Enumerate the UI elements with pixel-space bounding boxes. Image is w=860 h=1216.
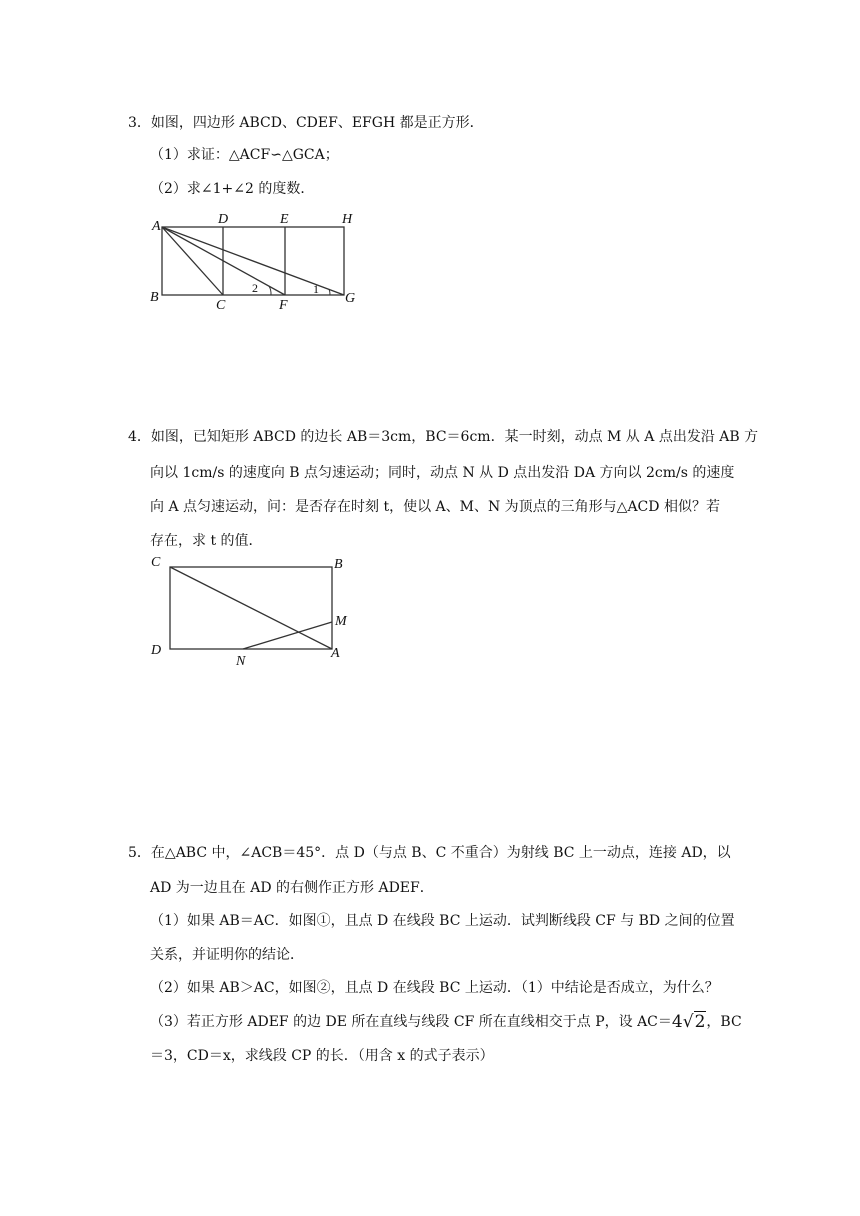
q5-line-5: （2）如果 AB＞AC，如图②，且点 D 在线段 BC 上运动．（1）中结论是否成立，为什么？ (150, 980, 719, 996)
q3-label-g: G (345, 291, 356, 306)
q3-label-h: H (342, 212, 353, 227)
q5-line-1 (128, 843, 731, 863)
q5-line-2: AD 为一边且在 AD 的右侧作正方形 ADEF． (150, 880, 434, 896)
q4-label-a: A (331, 646, 340, 661)
q3-part1: （1）求证：△ACF∽△GCA； (150, 147, 339, 163)
q5-number: 5 (128, 845, 137, 861)
q5-line-6-tail: ，BC (706, 1014, 742, 1030)
q5-line-7: ＝3，CD＝x，求线段 CP 的长．（用含 x 的式子表示） (150, 1048, 494, 1064)
q4-line-1 (128, 427, 758, 447)
q3-part2: （2）求∠1+∠2 的度数． (150, 181, 315, 197)
q5-sqrt-expression (672, 1012, 707, 1032)
q3-label-b: B (150, 290, 159, 305)
q4-diagonal-ca (170, 567, 332, 649)
q3-label-a: A (152, 219, 161, 234)
q3-angle-1-label: 1 (313, 282, 319, 296)
q5-line-3: （1）如果 AB＝AC．如图①，且点 D 在线段 BC 上运动．试判断线段 CF 与 BD 之间的位置 (150, 913, 735, 929)
q5-line-6 (150, 1012, 742, 1032)
q3-label-e: E (280, 212, 289, 227)
q4-line-2: 向以 1cm/s 的速度向 B 点匀速运动；同时，动点 N 从 D 点出发沿 DA 方向以 2cm/s 的速度 (150, 465, 735, 481)
q3-label-f: F (279, 298, 288, 313)
q3-number: 3 (128, 115, 137, 131)
q5-sqrt-radicand: 2 (694, 1012, 706, 1032)
q3-label-c: C (216, 298, 226, 313)
q3-stem-text: ．如图，四边形 ABCD、CDEF、EFGH 都是正方形． (136, 115, 484, 131)
q5-line-6-text: （3）若正方形 ADEF 的边 DE 所在直线与线段 CF 所在直线相交于点 P，设 AC＝ (150, 1014, 672, 1030)
q5-line-4: 关系，并证明你的结论． (150, 947, 304, 963)
q3-angle-2-label: 2 (252, 281, 258, 295)
q4-label-b: B (334, 557, 343, 572)
q3-label-d: D (218, 212, 229, 227)
q4-label-m: M (335, 614, 347, 629)
q4-line-1-text: ．如图，已知矩形 ABCD 的边长 AB＝3cm，BC＝6cm．某一时刻，动点 M 从 A 点出发沿 AB 方 (136, 429, 759, 445)
q4-label-d: D (151, 643, 162, 658)
q4-number: 4 (128, 429, 137, 445)
q5-line-1-text: ．在△ABC 中，∠ACB＝45°．点 D（与点 B、C 不重合）为射线 BC 上一动点，连接 AD，以 (136, 845, 731, 861)
q3-figure (145, 205, 370, 315)
q5-sqrt-sign: √ (682, 1012, 694, 1032)
q4-line-3: 向 A 点匀速运动，问：是否存在时刻 t，使以 A、M、N 为顶点的三角形与△ACD 相似？若 (150, 499, 720, 515)
q5-sqrt-coefficient: 4 (671, 1012, 683, 1032)
q4-label-n: N (236, 654, 246, 669)
q4-figure (140, 550, 365, 675)
q3-segment-ac (162, 227, 223, 295)
q4-line-4: 存在，求 t 的值． (150, 533, 263, 549)
q4-label-c: C (151, 555, 161, 570)
q3-stem (128, 113, 484, 133)
